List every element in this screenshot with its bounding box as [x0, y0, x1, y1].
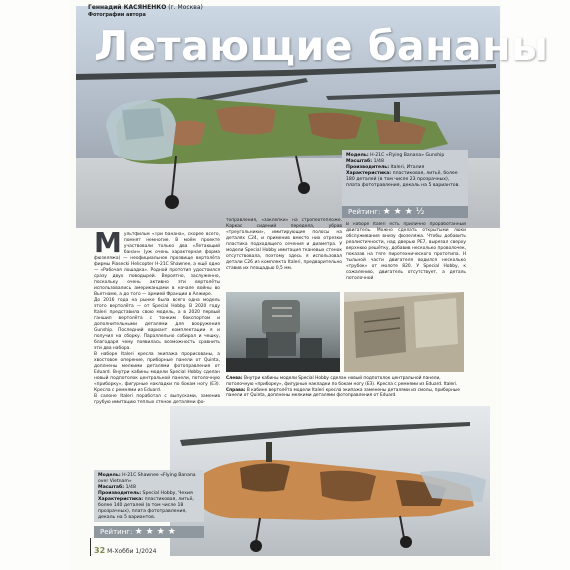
- scale-label: Масштаб:: [346, 159, 373, 164]
- banana-helicopter-photo: [170, 406, 490, 556]
- caption-left-text: Внутри кабины модели Special Hobby сделан новый подпотолок центральной панели, потолочную «приборку», фигурные накладки по бокам ногу (ЕЗ). Кресла с ремнями из Eduard. Italeri.: [226, 376, 458, 387]
- text-column-2: [226, 218, 342, 290]
- rating-label: Рейтинг:: [348, 208, 381, 216]
- model-label: Модель:: [98, 473, 121, 478]
- maker-value: Special Hobby, Чехия: [142, 491, 193, 496]
- maker-label: Производитель:: [98, 491, 142, 496]
- cabin-interior-illustration: [344, 292, 464, 372]
- column-3-text: В наборе Italeri есть прилично проработанный двигатель. Можно сделать открытыми люки обслуживания внизу фюзеляжа. Чтобы добавить реалистичности, над дверью PE7, вырезал сверху верхнюю решётку, добавив несколько проволочек, показав на тяге пиротехнического прототипа. Н тыльной части двигателя водился несколько «трубок» от молоте 820. У Special Hobby, к сожалению, двигатель отсутствует, а деталь потолочной: [346, 222, 466, 281]
- kit-info-box-italeri: [342, 150, 468, 206]
- rating-label: Рейтинг:: [100, 528, 133, 536]
- author-name: Геннадий КАСЯНЕНКО: [88, 4, 167, 11]
- model-value: H-21C Shawnee «Flying Banana over Vietnam»: [98, 473, 196, 484]
- desc-label: Характеристика:: [98, 497, 144, 502]
- model-value: H-21C «Flying Banana» Gunship: [370, 153, 445, 158]
- model-label: Модель:: [346, 153, 369, 158]
- text-column-3: [346, 222, 466, 290]
- scale-value: 1/48: [373, 159, 384, 164]
- issue-label: М-Хобби 1/2024: [107, 548, 157, 555]
- cockpit-seats-illustration: [226, 292, 340, 372]
- drop-cap: М: [94, 232, 122, 259]
- rating-bar-italeri: [342, 206, 468, 218]
- page-footer: [94, 546, 157, 555]
- scale-value: 1/48: [125, 485, 136, 490]
- photo-credit: Фотографии автора: [88, 12, 146, 18]
- cockpit-photo-left: [226, 292, 340, 372]
- scale-label: Масштаб:: [98, 485, 125, 490]
- page-number-divider: [90, 538, 91, 556]
- kit-info-box-special-hobby: [94, 470, 204, 522]
- author-city: (г. Москва): [168, 4, 203, 11]
- rating-stars: ★★★★: [134, 527, 179, 537]
- desc-label: Характеристика:: [346, 171, 392, 176]
- maker-label: Производитель:: [346, 165, 390, 170]
- photo-caption: [226, 376, 464, 399]
- byline: [88, 4, 203, 11]
- caption-left-label: Слева:: [226, 376, 243, 381]
- column-1-text: ультфильм «Три банана», скорее всего, помнят немногие. В моём проекте участвовали только два «Летающий банан» (уж очень характерная форма фюзеляжа) — неофициальное прозвище вертолёта фирмы Piasecki Helicopter H-21C Shawnee, а ещё одно — «Рабочая лошадка». Родной прототип удостоился сразу двух поводырей. Вероятно, заслуженно, поскольку очень активно эти вертолёты использовались американцами в начале войны во Вьетнаме, а до того — армией Франции в Алжире. До 2016 года на рынке была всего одна модель этого вертолёта — от Special Hobby. В 2020 году Italeri представила свою модель, а в 2020 первый ганшип вертолёта с тонким бокспортом и дополнительными деталями для вооружения Gunship. Последний вариант комплектации я и получил на сборку. Параллельно собирал и чешку, благодаря чему появилась возможность сравнить эти два набора. В наборе Italeri кресла экипажа прорисованы, а хвостовое оперение, приборные панели от Quinta, доплнены мелкими деталями фотоправления от Eduard. Внутри кабины модели Special Hobby сделан новый подпотолок центральной панели, потолочную «приборку», фигурные накладки по бокам ногу (ЕЗ). Кресла с ремнями из Eduard. В салоне Italeri поработал с выпусками, заменив грубую имитацию теплых стенок деталями фо-: [94, 232, 220, 405]
- page-number: 32: [94, 546, 106, 555]
- article-title: Летающие бананы: [94, 22, 549, 70]
- caption-right-label: Справа:: [226, 387, 246, 393]
- cabin-photo-right: [344, 292, 464, 372]
- desert-camo-helicopter-illustration: [170, 406, 490, 556]
- rating-stars: ★★★½: [382, 207, 428, 217]
- column-2-text: топравления, «заклёпки» на стропеотепложе. Каркас сидений передела, убрав «треугольники», имитирующие полосы на деталях С24, и применив вместо них отрезки пластика подходящего сечения и диаметра. У модели Special Hobby имитация тканевых стенок отсутствовала, поэтому здесь я использовал детали С26 из комплекта Italeri, предварительно ставив их площадью 0,5 мм.: [226, 218, 342, 271]
- maker-value: Italeri, Италия: [390, 165, 425, 170]
- desc-value: пластиковая, литьё, более 180 деталей (в том числе 23 прозрачных), плата фототравления, декаль на 5 вариантов.: [346, 171, 460, 188]
- desc-value: пластиковая, литьё, более 140 деталей (в том числе 18 прозрачных), плата фототравления, декаль на 5 вариантов.: [98, 497, 194, 520]
- caption-right-text: В кабине вертолёта модели Italeri кресла экипажа заменены деталями из смолы, приборные панели от Quinta, доплнены мелкими деталями фотоправления от Eduard.: [226, 387, 460, 399]
- rating-bar-special-hobby: [94, 526, 204, 538]
